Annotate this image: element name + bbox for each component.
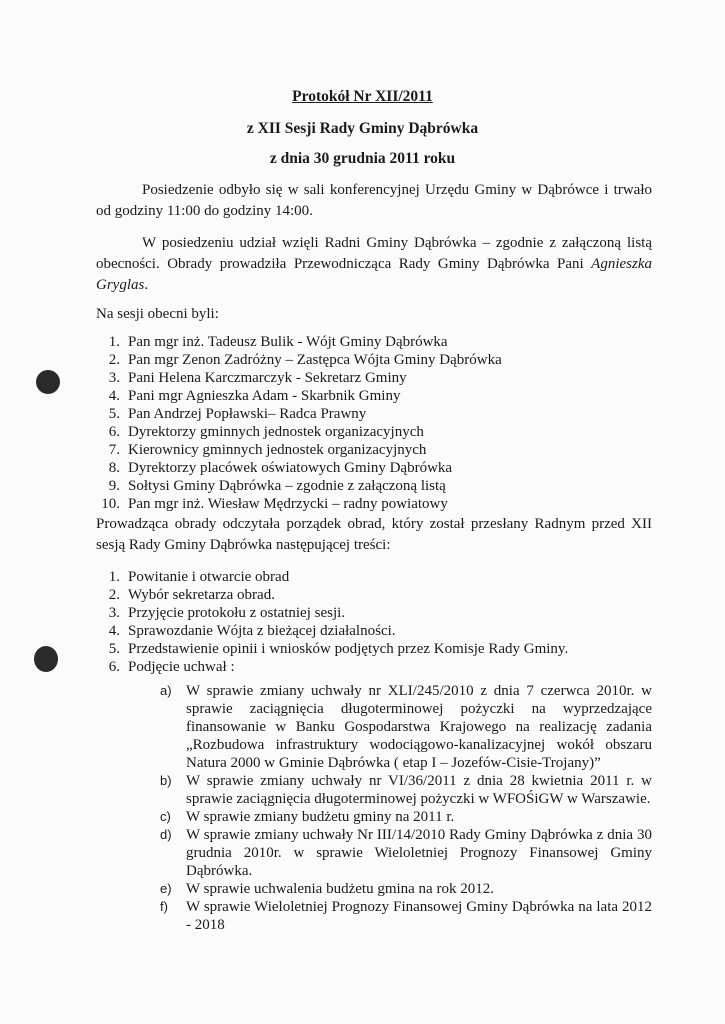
list-item [96, 640, 656, 658]
list-letter: f) [160, 899, 168, 914]
punch-hole [36, 370, 60, 394]
list-text: Dyrektorzy placówek oświatowych Gminy Dąbrówka [128, 460, 453, 476]
session-date: z dnia 30 grudnia 2011 roku [269, 150, 456, 167]
list-number: 5. [108, 406, 120, 422]
list-number: 7. [108, 442, 120, 458]
list-number: 6. [108, 424, 120, 440]
list-letter: e) [160, 881, 172, 896]
list-text: W sprawie zmiany uchwały Nr III/14/2010 Rady Gminy Dąbrówka z dnia 30 grudnia 2010r. w sprawie Wieloletniej Prognozy Finansowej Gminy Dąbrówka. [186, 827, 652, 879]
list-text: W sprawie zmiany budżetu gminy na 2011 r. [186, 809, 455, 825]
list-letter: b) [160, 773, 172, 788]
list-text: Powitanie i otwarcie obrad [128, 569, 290, 585]
list-number: 4. [108, 388, 120, 404]
list-item [96, 658, 656, 676]
list-item [96, 586, 656, 604]
list-text: Pan mgr inż. Wiesław Mędrzycki – radny powiatowy [128, 496, 448, 512]
list-text: Przyjęcie protokołu z ostatniej sesji. [128, 605, 346, 621]
list-item [96, 387, 656, 405]
paragraph-location: Posiedzenie odbyło się w sali konferencyjnej Urzędu Gminy w Dąbrówce i trwało od godziny 11:00 do godziny 14:00. [96, 182, 652, 219]
list-item [96, 423, 656, 441]
list-text: Przedstawienie opinii i wniosków podjętych przez Komisje Rady Gminy. [128, 641, 569, 657]
punch-hole [34, 646, 58, 672]
list-text: Dyrektorzy gminnych jednostek organizacyjnych [128, 424, 424, 440]
list-text: Sprawozdanie Wójta z bieżącej działalności. [128, 623, 396, 639]
list-number: 6. [108, 659, 120, 675]
list-text: Pan Andrzej Popławski– Radca Prawny [128, 406, 367, 422]
list-item [160, 826, 652, 880]
list-item [96, 495, 656, 513]
list-item [160, 880, 652, 898]
chairperson-name: Agnieszka Gryglas [96, 256, 652, 293]
list-number: 9. [108, 478, 120, 494]
list-text: Pani Helena Karczmarczyk - Sekretarz Gminy [128, 370, 407, 386]
list-text: Kierownicy gminnych jednostek organizacyjnych [128, 442, 427, 458]
list-letter: c) [160, 809, 171, 824]
list-item [96, 568, 656, 586]
list-item [96, 604, 656, 622]
list-item [160, 772, 652, 808]
agenda-list [96, 568, 656, 676]
list-item [96, 405, 656, 423]
list-item [96, 351, 656, 369]
list-text: Sołtysi Gminy Dąbrówka – zgodnie z załączoną listą [128, 478, 446, 494]
list-number: 8. [108, 460, 120, 476]
attendee-list [96, 333, 656, 513]
list-item [96, 622, 656, 640]
paragraph-attendance-text: W posiedzeniu udział wzięli Radni Gminy Dąbrówka – zgodnie z załączoną listą obecności. Obrady prowadziła Przewodnicząca Rady Gminy Dąbrówka Pani [96, 235, 652, 272]
list-item [160, 898, 652, 934]
list-item [160, 808, 652, 826]
paragraph-attendance [96, 233, 652, 296]
list-number: 4. [108, 623, 120, 639]
paragraph-present-intro: Na sesji obecni byli: [96, 306, 219, 322]
list-text: W sprawie zmiany uchwały nr VI/36/2011 z dnia 28 kwietnia 2011 r. w sprawie zaciągnięcia długoterminowej pożyczki w WFOŚiGW w Warszawie. [186, 773, 652, 807]
list-item [96, 477, 656, 495]
list-text: Wybór sekretarza obrad. [128, 587, 275, 603]
list-text: W sprawie Wieloletniej Prognozy Finansowej Gminy Dąbrówka na lata 2012 - 2018 [186, 899, 652, 933]
list-number: 2. [108, 587, 120, 603]
list-item [96, 369, 656, 387]
list-number: 5. [108, 641, 120, 657]
document-title: Protokół Nr XII/2011 [292, 88, 433, 105]
list-number: 2. [108, 352, 120, 368]
paragraph-attendance-end: . [144, 277, 149, 293]
list-number: 3. [108, 605, 120, 621]
list-number: 3. [108, 370, 120, 386]
list-text: Pan mgr Zenon Zadróżny – Zastępca Wójta Gminy Dąbrówka [128, 352, 502, 368]
list-text: Podjęcie uchwał : [128, 659, 235, 675]
list-item [96, 333, 656, 351]
paragraph-agenda-intro: Prowadząca obrady odczytała porządek obrad, który został przesłany Radnym przed XII sesją Rady Gminy Dąbrówka następującej treści: [96, 516, 652, 553]
list-letter: d) [160, 827, 172, 842]
list-text: W sprawie uchwalenia budżetu gmina na rok 2012. [186, 881, 494, 897]
list-number: 10. [101, 496, 120, 512]
list-number: 1. [108, 334, 120, 350]
list-text: Pan mgr inż. Tadeusz Bulik - Wójt Gminy Dąbrówka [128, 334, 448, 350]
list-item [96, 459, 656, 477]
list-number: 1. [108, 569, 120, 585]
list-letter: a) [160, 683, 172, 698]
list-item [96, 441, 656, 459]
session-subtitle: z XII Sesji Rady Gminy Dąbrówka [246, 120, 479, 137]
resolutions-list [160, 682, 652, 934]
list-item [160, 682, 652, 772]
list-text: W sprawie zmiany uchwały nr XLI/245/2010 z dnia 7 czerwca 2010r. w sprawie zaciągnięcia długoterminowej pożyczki na wyprzedzające finansowanie w Banku Gospodarstwa Krajowego na realizację zadania „Rozbudowa infrastruktury wodociągowo-kanalizacyjnej wokół obszaru Natura 2000 w Gminie Dąbrówka ( etap I – Jozefów-Cisie-Trojany)” [186, 683, 652, 771]
list-text: Pani mgr Agnieszka Adam - Skarbnik Gminy [128, 388, 401, 404]
